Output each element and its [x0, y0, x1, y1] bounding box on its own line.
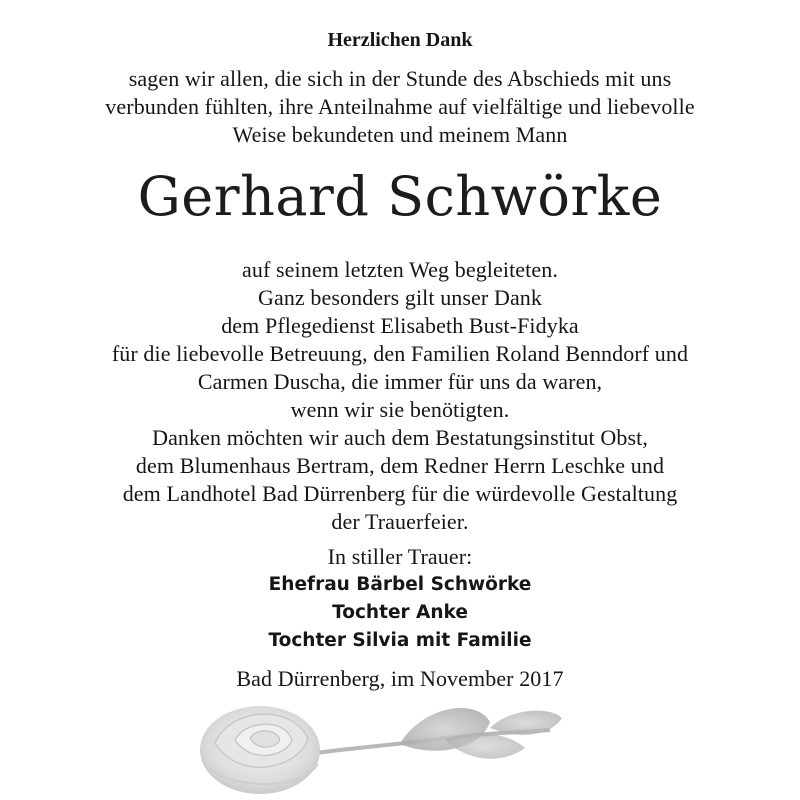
body-line: wenn wir sie benötigten. — [290, 397, 510, 422]
rose-icon — [190, 688, 610, 800]
mourner-name: Tochter Silvia mit Familie — [268, 630, 532, 651]
body-line: Ganz besonders gilt unser Dank — [257, 285, 543, 310]
body-line: Danken möchten wir auch dem Bestatungsinstitut Obst, — [152, 425, 648, 450]
heading: Herzlichen Dank — [327, 29, 473, 51]
body-line: dem Pflegedienst Elisabeth Bust-Fidyka — [221, 313, 579, 338]
mourning-label: In stiller Trauer: — [327, 544, 473, 569]
intro-line: Weise bekundeten und meinem Mann — [232, 122, 568, 147]
body-line: dem Landhotel Bad Dürrenberg für die würdevolle Gestaltung — [122, 481, 678, 506]
mourner-name: Tochter Anke — [332, 602, 468, 623]
body-line: Carmen Duscha, die immer für uns da waren, — [197, 369, 603, 394]
body-line: für die liebevolle Betreuung, den Familien Roland Benndorf und — [111, 341, 689, 366]
mourner-name: Ehefrau Bärbel Schwörke — [268, 574, 532, 595]
deceased-name: Gerhard Schwörke — [137, 165, 663, 228]
body-line: dem Blumenhaus Bertram, dem Redner Herrn Leschke und — [135, 453, 665, 478]
body-line: der Trauerfeier. — [331, 509, 469, 534]
intro-line: sagen wir allen, die sich in der Stunde des Abschieds mit uns — [128, 66, 672, 91]
body-line: auf seinem letzten Weg begleiteten. — [242, 257, 558, 282]
intro-line: verbunden fühlten, ihre Anteilnahme auf vielfältige und liebevolle — [105, 94, 695, 119]
place-date: Bad Dürrenberg, im November 2017 — [236, 666, 564, 691]
